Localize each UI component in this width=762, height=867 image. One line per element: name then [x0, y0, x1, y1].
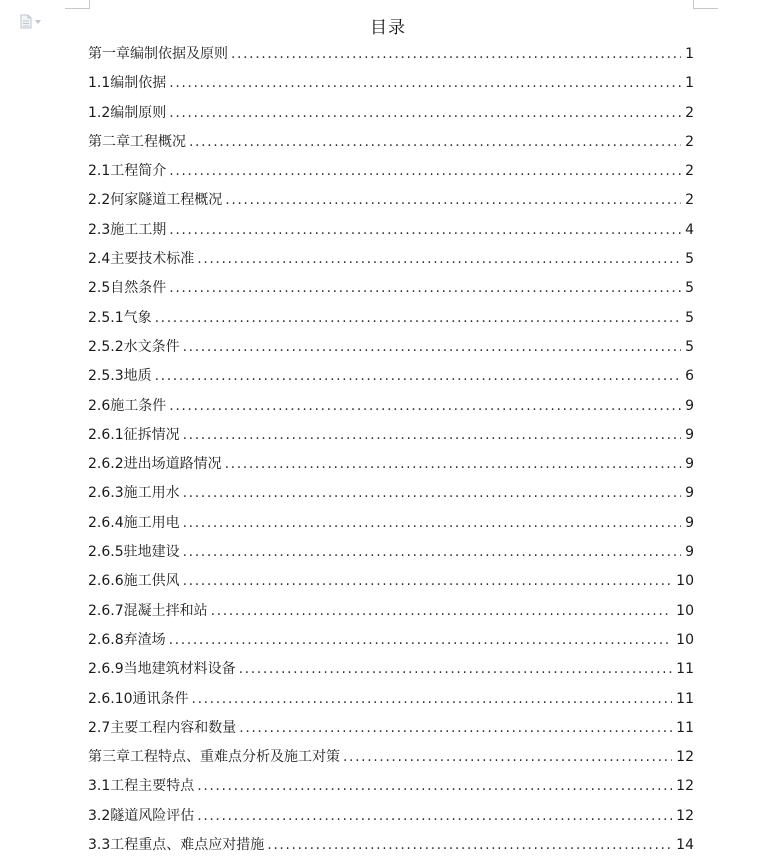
toc-page-number: 12 [676, 778, 694, 795]
toc-page-number: 10 [676, 631, 694, 648]
toc-page-number: 10 [676, 573, 694, 590]
toc-dot-leader [197, 245, 681, 274]
toc-dot-leader [225, 186, 681, 215]
page-title: 目录 [370, 18, 406, 38]
toc-dot-leader [169, 69, 681, 98]
toc-entry[interactable] [88, 479, 694, 508]
toc-entry[interactable] [88, 392, 694, 421]
toc-page-number: 5 [685, 338, 694, 355]
toc-entry-title: 2.6.2进出场道路情况 [88, 456, 222, 473]
toc-dot-leader [169, 99, 681, 128]
toc-entry[interactable] [88, 186, 694, 215]
toc-dot-leader [183, 479, 681, 508]
toc-dot-leader [169, 626, 673, 655]
toc-entry[interactable] [88, 597, 694, 626]
toc-entry-title: 2.6.8弃渣场 [88, 631, 166, 648]
toc-dot-leader [169, 274, 681, 303]
toc-dot-leader [183, 333, 681, 362]
toc-page-number: 1 [685, 46, 694, 62]
toc-dot-leader [183, 509, 681, 538]
toc-entry[interactable] [88, 304, 694, 333]
toc-entry[interactable] [88, 157, 694, 186]
toc-entry-title: 2.6.5驻地建设 [88, 544, 180, 561]
toc-dot-leader [211, 597, 673, 626]
toc-page-number: 9 [685, 544, 694, 561]
toc-entry-title: 2.6.4施工用电 [88, 514, 180, 531]
toc-dot-leader [197, 772, 672, 801]
toc-dot-leader [169, 157, 681, 186]
toc-entry-title: 2.5.2水文条件 [88, 338, 180, 355]
toc-entry-title: 2.6.10通讯条件 [88, 690, 189, 707]
toc-dot-leader [169, 216, 681, 245]
toc-page-number: 5 [685, 309, 694, 326]
toc-page-number: 2 [685, 192, 694, 209]
toc-page-number: 14 [676, 837, 694, 854]
toc-dot-leader [343, 743, 672, 772]
toc-dot-leader [267, 831, 672, 860]
toc-entry-title: 2.6.1征拆情况 [88, 426, 180, 443]
toc-dot-leader [155, 304, 681, 333]
toc-page-number: 12 [676, 807, 694, 824]
toc-entry-title: 3.1工程主要特点 [88, 778, 195, 795]
toc-entry[interactable] [88, 831, 694, 860]
toc-entry-title: 2.4主要技术标准 [88, 251, 195, 268]
toc-page-number: 11 [676, 661, 694, 678]
toc-entry-title: 2.6.9当地建筑材料设备 [88, 661, 236, 678]
toc-page-number: 2 [685, 133, 694, 150]
toc-entry-title: 2.6.3施工用水 [88, 485, 180, 502]
toc-entry[interactable] [88, 69, 694, 98]
toc-page-number: 11 [676, 690, 694, 707]
toc-entry[interactable] [88, 216, 694, 245]
toc-entry-title: 2.5自然条件 [88, 280, 167, 297]
toc-page-number: 9 [685, 514, 694, 531]
toc-entry-title: 3.2隧道风险评估 [88, 807, 195, 824]
page-corner-marker-right [693, 0, 718, 9]
toc-entry[interactable] [88, 538, 694, 567]
toc-entry-title: 2.7主要工程内容和数量 [88, 719, 237, 736]
toc-entry[interactable] [88, 450, 694, 479]
toc-page-number: 5 [685, 251, 694, 268]
toc-entry[interactable] [88, 743, 694, 772]
toc-page-number: 6 [685, 368, 694, 385]
toc-entry-title: 2.6.7混凝土拌和站 [88, 602, 208, 619]
toc-dot-leader [183, 538, 681, 567]
toc-entry[interactable] [88, 362, 694, 391]
toc-entry[interactable] [88, 626, 694, 655]
toc-entry-title: 1.2编制原则 [88, 104, 167, 121]
toc-entry[interactable] [88, 655, 694, 684]
toc-dot-leader [239, 655, 673, 684]
toc-page-number: 12 [676, 749, 694, 766]
toc-page-number: 10 [676, 602, 694, 619]
toc-page-number: 9 [685, 485, 694, 502]
toc-page-number: 5 [685, 280, 694, 297]
toc-dot-leader [192, 685, 673, 714]
toc-entry-title: 3.3工程重点、难点应对措施 [88, 837, 265, 854]
toc-page-number: 9 [685, 426, 694, 443]
toc-entry[interactable] [88, 245, 694, 274]
toc-dot-leader [155, 362, 681, 391]
toc-page-number: 9 [685, 397, 694, 414]
page-corner-marker-left [65, 0, 90, 9]
toc-entry-title: 第二章工程概况 [88, 133, 186, 150]
toc-entry[interactable] [88, 772, 694, 801]
toc-dot-leader [169, 392, 681, 421]
toc-entry[interactable] [88, 99, 694, 128]
toc-entry-title: 2.1工程简介 [88, 163, 167, 180]
toc-dot-leader [189, 128, 681, 157]
toc-entry-title: 1.1编制依据 [88, 75, 167, 92]
toc-entry-title: 2.3施工工期 [88, 221, 167, 238]
toc-entry[interactable] [88, 421, 694, 450]
toc-entry-title: 2.5.3地质 [88, 368, 152, 385]
toc-entry-title: 2.6施工条件 [88, 397, 167, 414]
toc-entry-title: 2.5.1气象 [88, 309, 152, 326]
toc-dot-leader [183, 567, 673, 596]
toc-dot-leader [231, 40, 681, 69]
toc-entry[interactable] [88, 509, 694, 538]
toc-page-number: 2 [685, 163, 694, 180]
toc-entry-title: 第一章编制依据及原则 [88, 46, 228, 62]
toc-dot-leader [197, 802, 672, 831]
toc-dot-leader [225, 450, 681, 479]
toc-dot-leader [239, 714, 672, 743]
toc-entry-title: 2.2何家隧道工程概况 [88, 192, 223, 209]
toc-page-number: 4 [685, 221, 694, 238]
toc-entry[interactable] [88, 128, 694, 157]
toc-entry[interactable] [88, 40, 694, 69]
table-of-contents [88, 40, 694, 860]
toc-entry-title: 2.6.6施工供风 [88, 573, 180, 590]
toc-page-number: 11 [676, 719, 694, 736]
toc-entry[interactable] [88, 567, 694, 596]
toc-entry[interactable] [88, 802, 694, 831]
toc-entry[interactable] [88, 274, 694, 303]
toc-page-number: 1 [685, 75, 694, 92]
toc-entry[interactable] [88, 714, 694, 743]
toc-entry-title: 第三章工程特点、重难点分析及施工对策 [88, 749, 340, 766]
toc-entry[interactable] [88, 333, 694, 362]
toc-page-number: 2 [685, 104, 694, 121]
toc-entry[interactable] [88, 685, 694, 714]
toc-dot-leader [183, 421, 681, 450]
toc-page-number: 9 [685, 456, 694, 473]
